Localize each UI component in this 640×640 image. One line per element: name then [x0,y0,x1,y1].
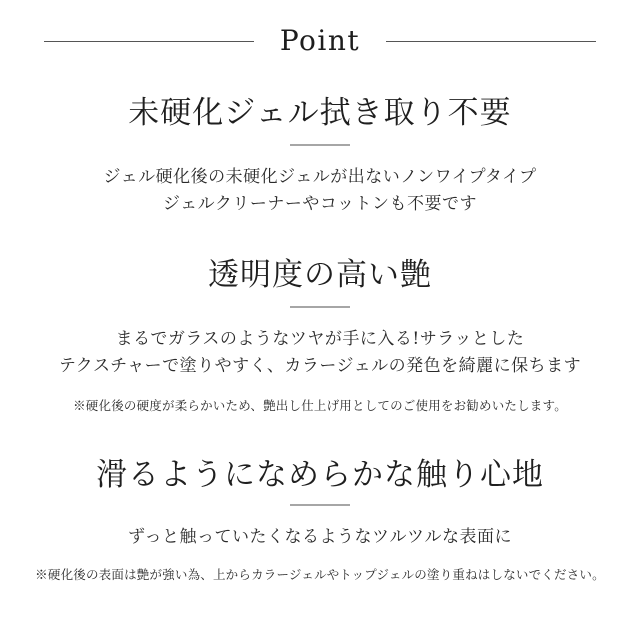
point-title: Point [279,24,361,57]
feature-note: ※硬化後の硬度が柔らかいため、艶出し仕上げ用としてのご使用をお勧めいたします。 [73,398,567,413]
feature-body-line: ジェル硬化後の未硬化ジェルが出ないノンワイプタイプ [103,167,537,187]
feature-section-smooth-touch [0,456,640,583]
feature-body-line: まるでガラスのようなツヤが手に入る!サラッとした [115,329,525,349]
feature-heading: 滑るようになめらかな触り心地 [96,457,544,493]
feature-section-gloss [0,256,640,414]
feature-body-line: テクスチャーで塗りやすく、カラージェルの発色を綺麗に保ちます [58,356,582,376]
heading-underline [290,144,350,146]
feature-note: ※硬化後の表面は艶が強い為、上からカラージェルやトップジェルの塗り重ねはしないでください。 [35,567,605,582]
feature-body-line: ずっと触っていたくなるようなツルツルな表面に [128,527,512,547]
feature-body [0,164,640,218]
header-line-right [386,41,596,42]
feature-section-no-wipe [0,94,640,218]
feature-body-line: ジェルクリーナーやコットンも不要です [163,194,477,214]
heading-underline [290,504,350,506]
feature-heading: 未硬化ジェル拭き取り不要 [128,95,512,131]
feature-heading: 透明度の高い艶 [208,257,432,293]
feature-body [0,524,640,551]
feature-body [0,326,640,380]
header-line-left [44,41,254,42]
point-header [0,24,640,58]
heading-underline [290,306,350,308]
